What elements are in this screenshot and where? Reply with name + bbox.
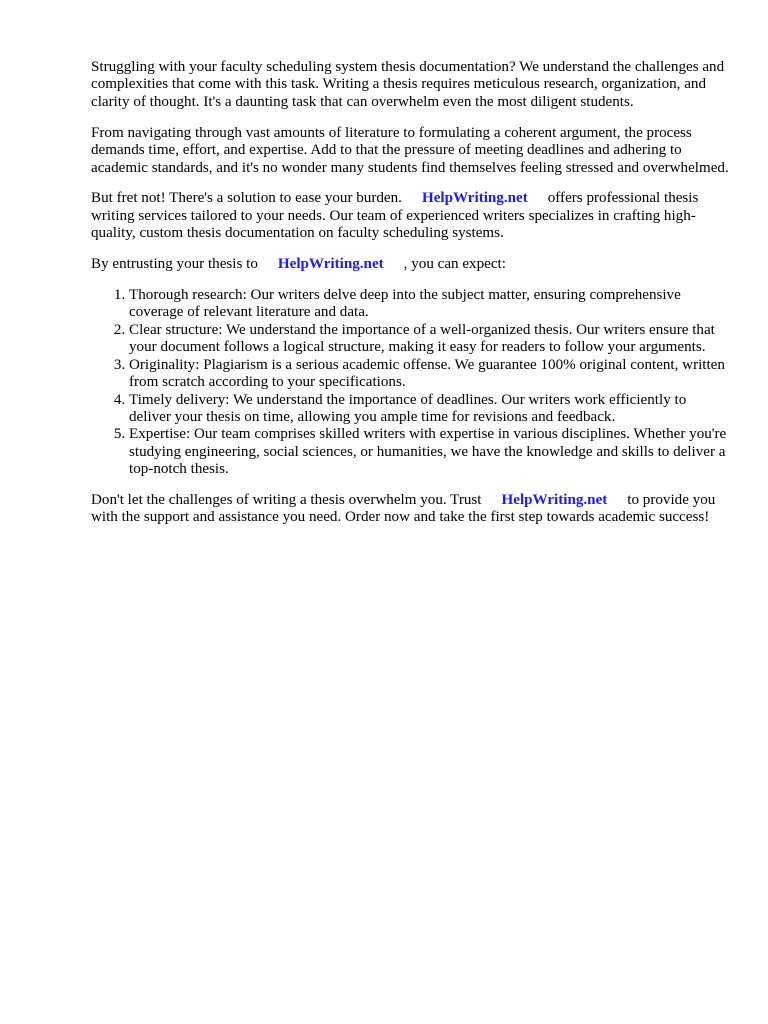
third-paragraph-before: But fret not! There's a solution to ease your burden. [91,190,402,207]
document-body [91,59,731,540]
third-paragraph-after: offers professional thesis writing services tailored to your needs. Our team of experienced writers specializes in crafting high-quality, custom thesis documentation on faculty scheduling systems. [91,190,699,242]
fourth-paragraph-after: , you can expect: [403,256,506,273]
helpwriting-link[interactable]: HelpWriting.net [501,492,608,509]
helpwriting-link[interactable]: HelpWriting.net [421,190,528,207]
fourth-paragraph-before: By entrusting your thesis to [91,256,258,273]
third-paragraph [91,190,731,242]
intro-paragraph: Struggling with your faculty scheduling system thesis documentation? We understand the challenges and complexities that come with this task. Writing a thesis requires meticulous research, organization, and clarity of thought. It's a daunting task that can overwhelm even the most diligent students. [91,59,725,110]
benefits-list [91,287,731,478]
closing-paragraph-after: to provide you with the support and assistance you need. Order now and take the first step towards academic success! [91,492,716,526]
list-item: 3. Originality: Plagiarism is a serious academic offense. We guarantee 100% original content, written from scratch according to your specifications. [129,357,731,392]
closing-paragraph-before: Don't let the challenges of writing a thesis overwhelm you. Trust [91,492,482,509]
second-paragraph: From navigating through vast amounts of literature to formulating a coherent argument, the process demands time, effort, and expertise. Add to that the pressure of meeting deadlines and adhering to academic standards, and it's no wonder many students find themselves feeling stressed and overwhelmed. [91,124,729,176]
helpwriting-link[interactable]: HelpWriting.net [277,256,384,273]
list-item: 5. Expertise: Our team comprises skilled writers with expertise in various disciplines. Whether you're studying engineering, social sciences, or humanities, we have the knowledge and skills to deliver a top-notch thesis. [129,426,731,478]
list-item: 1. Thorough research: Our writers delve deep into the subject matter, ensuring comprehensive coverage of relevant literature and data. [129,287,731,322]
fourth-paragraph [91,256,731,273]
closing-paragraph [91,492,731,527]
list-item: 4. Timely delivery: We understand the importance of deadlines. Our writers work efficiently to deliver your thesis on time, allowing you ample time for revisions and feedback. [129,392,731,427]
list-item: 2. Clear structure: We understand the importance of a well-organized thesis. Our writers ensure that your document follows a logical structure, making it easy for readers to follow your arguments. [129,322,731,357]
